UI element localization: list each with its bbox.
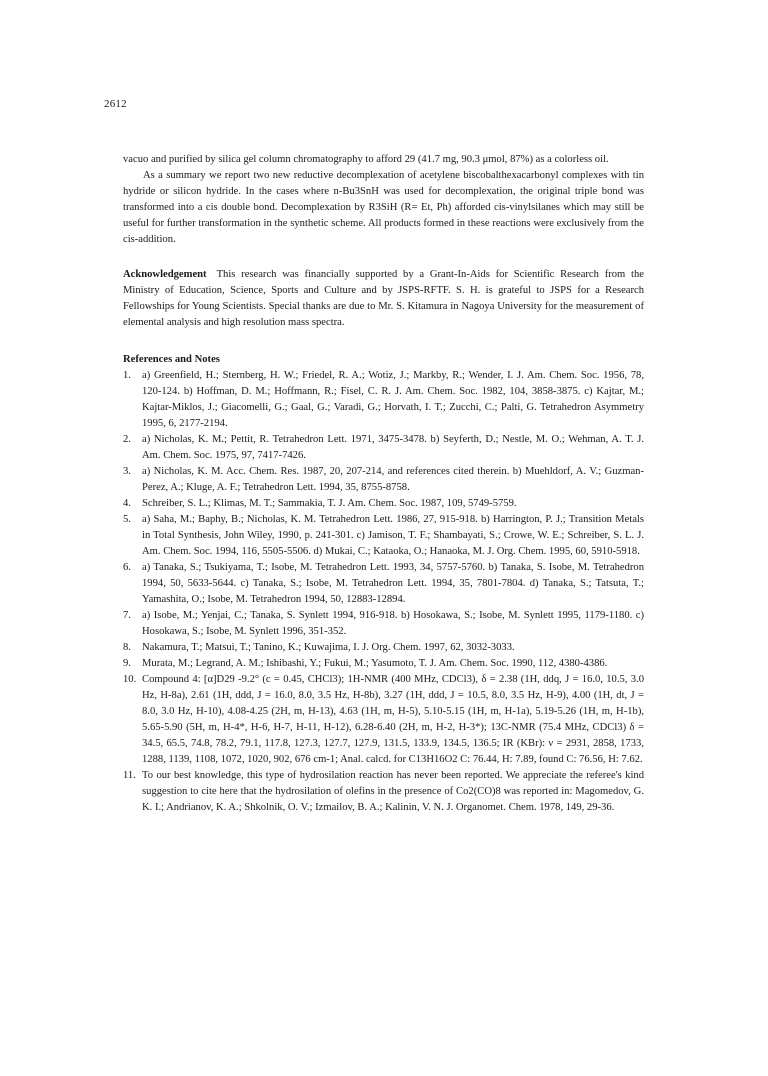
reference-text: To our best knowledge, this type of hydrosilation reaction has never been reported. We appreciate the referee's kind suggestion to cite here that the hydrosilation of olefins in the presence of Co2(CO)8 was reported in: Magomedov, G. K. I.; Andrianov, K. A.; Shkolnik, O. V.; Izmailov, B. A.; Kalinin, V. N. J. Organomet. Chem. 1978, 149, 29-36. <box>142 770 644 813</box>
reference-item <box>123 496 644 512</box>
reference-item <box>123 640 644 656</box>
reference-item <box>123 368 644 432</box>
paragraph-summary: As a summary we report two new reductive decomplexation of acetylene biscobalthexacarbonyl complexes with tin hydride or silicon hydride. In the cases where n-Bu3SnH was used for decomplexation, the original triple bond was transformed into a cis double bond. Decomplexation by R3SiH (R= Et, Ph) afforded cis-vinylsilanes which may still be useful for further transformation in the synthetic scheme. All products formed in these reactions were exclusively from the cis-addition. <box>123 170 644 245</box>
reference-number: 8. <box>123 642 131 653</box>
acknowledgement-section <box>123 267 644 331</box>
reference-text: Murata, M.; Legrand, A. M.; Ishibashi, Y.; Fukui, M.; Yasumoto, T. J. Am. Chem. Soc. 1990, 112, 4380-4386. <box>142 658 608 669</box>
reference-text: Compound 4: [α]D29 -9.2° (c = 0.45, CHCl3); 1H-NMR (400 MHz, CDCl3), δ = 2.38 (1H, ddq, J = 16.0, 10.5, 3.0 Hz, H-8a), 2.61 (1H, ddd, J = 16.0, 8.0, 3.5 Hz, H-8b), 3.27 (1H, ddd, J = 10.5, 8.0, 3.5 Hz, H-9), 4.00 (1H, dt, J = 8.0, 3.0 Hz, H-10), 4.08-4.25 (2H, m, H-13), 4.63 (1H, m, H-5), 5.10-5.15 (1H, m, H-1a), 5.19-5.26 (1H, m, H-1b), 5.65-5.90 (5H, m, H-4*, H-6, H-7, H-11, H-12), 6.28-6.40 (2H, m, H-2, H-3*); 13C-NMR (75.4 MHz, CDCl3) δ = 34.5, 65.5, 74.8, 78.2, 79.1, 117.8, 127.3, 127.7, 127.9, 131.5, 133.9, 134.5, 136.5; IR (KBr): ν = 2931, 2858, 1733, 1288, 1139, 1108, 1072, 1020, 902, 676 cm-1; Anal. calcd. for C13H16O2 C: 76.44, H: 7.89, found C: 76.56, H: 7.62. <box>142 674 644 765</box>
reference-number: 7. <box>123 610 131 621</box>
reference-number: 9. <box>123 658 131 669</box>
article-body <box>123 152 644 816</box>
reference-number: 11. <box>123 770 136 781</box>
reference-item <box>123 768 644 816</box>
reference-text: a) Greenfield, H.; Sternberg, H. W.; Friedel, R. A.; Wotiz, J.; Markby, R.; Wender, I. J. Am. Chem. Soc. 1956, 78, 120-124. b) Hoffman, D. M.; Hoffmann, R.; Fisel, C. R. J. Am. Chem. Soc. 1982, 104, 3858-3875. c) Kajtar, M.; Kajtar-Miklos, J.; Giacomelli, G.; Gaal, G.; Varadi, G.; Horvath, I. T.; Zucchi, C.; Palti, G. Tetrahedron Asymmetry 1995, 6, 2177-2194. <box>142 370 644 429</box>
references-list <box>123 368 644 816</box>
reference-item <box>123 512 644 560</box>
reference-number: 1. <box>123 370 131 381</box>
reference-number: 3. <box>123 466 131 477</box>
reference-item <box>123 608 644 640</box>
reference-number: 10. <box>123 674 137 685</box>
reference-text: a) Nicholas, K. M. Acc. Chem. Res. 1987, 20, 207-214, and references cited therein. b) Muehldorf, A. V.; Guzman-Perez, A.; Kluge, A. F.; Tetrahedron Lett. 1994, 35, 8755-8758. <box>142 466 644 493</box>
acknowledgement-text: This research was financially supported by a Grant-In-Aids for Scientific Research from the Ministry of Education, Science, Sports and Culture and by JSPS-RFTF. S. H. is grateful to JSPS for a Research Fellowships for Young Scientists. Special thanks are due to Mr. S. Kitamura in Nagoya University for the measurement of elemental analysis and high resolution mass spectra. <box>123 269 644 328</box>
reference-item <box>123 560 644 608</box>
references-heading: References and Notes <box>123 354 220 365</box>
reference-text: a) Isobe, M.; Yenjai, C.; Tanaka, S. Synlett 1994, 916-918. b) Hosokawa, S.; Isobe, M. Synlett 1995, 1179-1180. c) Hosokawa, S.; Isobe, M. Synlett 1996, 351-352. <box>142 610 644 637</box>
paragraph-experimental-end: vacuo and purified by silica gel column chromatography to afford 29 (41.7 mg, 90.3 μmol, 87%) as a colorless oil. <box>123 154 609 165</box>
reference-number: 6. <box>123 562 131 573</box>
reference-item <box>123 464 644 496</box>
reference-text: a) Nicholas, K. M.; Pettit, R. Tetrahedron Lett. 1971, 3475-3478. b) Seyferth, D.; Nestle, M. O.; Wehman, A. T. J. Am. Chem. Soc. 1975, 97, 7417-7426. <box>142 434 644 461</box>
reference-text: Nakamura, T.; Matsui, T.; Tanino, K.; Kuwajima, I. J. Org. Chem. 1997, 62, 3032-3033. <box>142 642 515 653</box>
reference-item <box>123 656 644 672</box>
reference-number: 2. <box>123 434 131 445</box>
reference-item <box>123 672 644 768</box>
page-number: 2612 <box>104 98 127 110</box>
acknowledgement-heading: Acknowledgement <box>123 269 207 280</box>
reference-item <box>123 432 644 464</box>
reference-text: Schreiber, S. L.; Klimas, M. T.; Sammakia, T. J. Am. Chem. Soc. 1987, 109, 5749-5759. <box>142 498 517 509</box>
reference-text: a) Tanaka, S.; Tsukiyama, T.; Isobe, M. Tetrahedron Lett. 1993, 34, 5757-5760. b) Tanaka, S. Isobe, M. Tetrahedron 1994, 50, 5633-5644. c) Tanaka, S.; Isobe, M. Tetrahedron Lett. 1994, 35, 7801-7804. d) Tanaka, S.; Tatsuta, T.; Yamashita, O.; Isobe, M. Tetrahedron 1994, 50, 12883-12894. <box>142 562 644 605</box>
reference-number: 5. <box>123 514 131 525</box>
reference-number: 4. <box>123 498 131 509</box>
reference-text: a) Saha, M.; Baphy, B.; Nicholas, K. M. Tetrahedron Lett. 1986, 27, 915-918. b) Harrington, P. J.; Transition Metals in Total Synthesis, John Wiley, 1990, p. 241-301. c) Jamison, T. F.; Shambayati, S.; Crowe, W. E.; Schreiber, S. L. J. Am. Chem. Soc. 1994, 116, 5505-5506. d) Mukai, C.; Kataoka, O.; Hanaoka, M. J. Org. Chem. 1995, 60, 5910-5918. <box>142 514 644 557</box>
